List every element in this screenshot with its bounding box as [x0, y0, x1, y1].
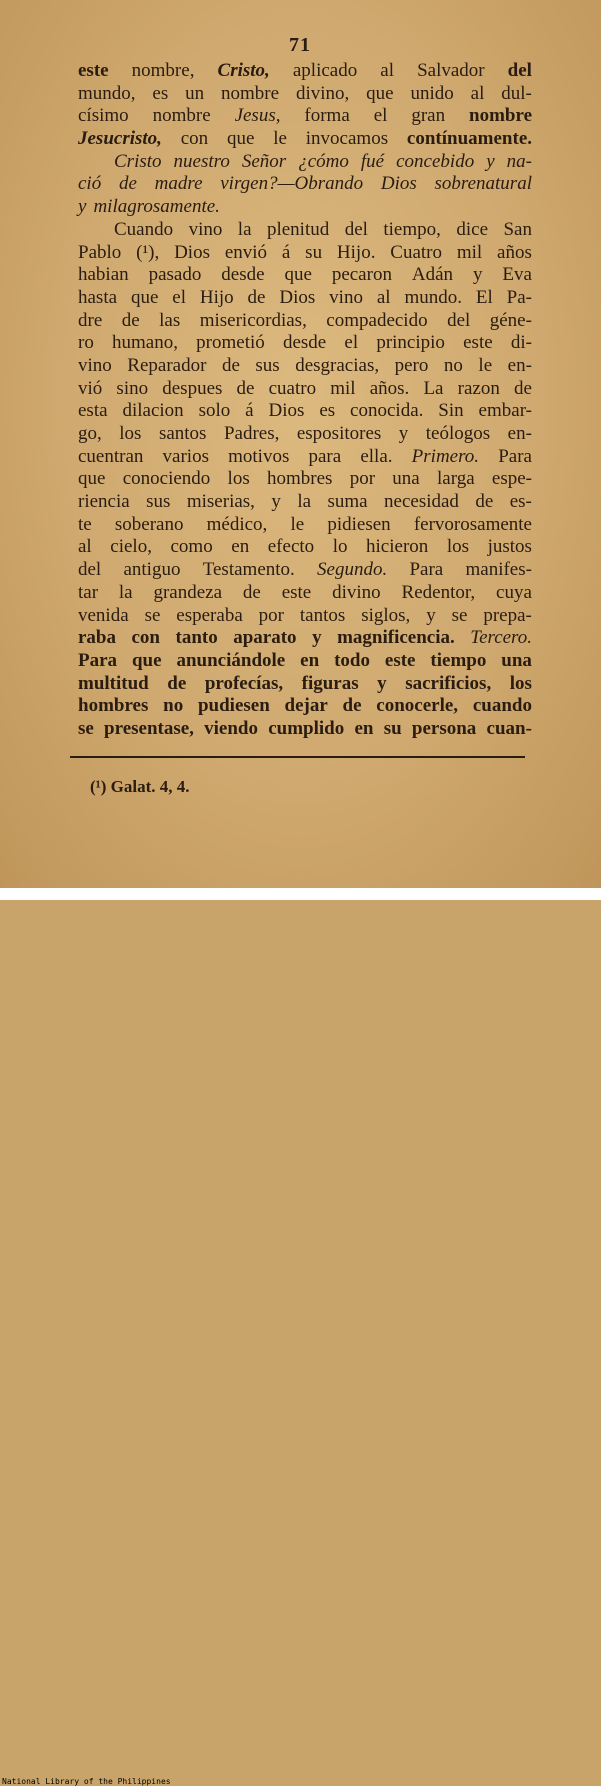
word: las [159, 309, 181, 331]
word: la [237, 218, 252, 240]
word: riencia [78, 491, 130, 513]
word: conociendo [122, 468, 211, 490]
word: un [185, 82, 205, 104]
word: concebido [396, 150, 475, 172]
word: grandeza [153, 581, 223, 603]
word: persona [411, 717, 477, 739]
word: divino [332, 581, 381, 603]
word: esperaba [176, 604, 243, 626]
word: miserias, [186, 491, 255, 513]
word: que [284, 264, 312, 286]
word: unido [410, 82, 454, 104]
text-line [78, 196, 532, 219]
word: dre [78, 309, 103, 331]
word: soberano [114, 513, 184, 535]
word: cuya [496, 581, 532, 603]
word: hombres [267, 468, 333, 490]
word: y [472, 264, 483, 286]
word: viendo [204, 717, 259, 739]
word: hasta [78, 286, 118, 308]
word: presentase, [104, 717, 194, 739]
word: embar- [478, 400, 532, 422]
word: aparato [233, 627, 297, 649]
word: efecto [267, 536, 315, 558]
word: vió [78, 377, 103, 399]
word: Pablo [78, 241, 122, 263]
word: se [144, 604, 161, 626]
word: la [297, 491, 312, 513]
text-line [78, 378, 532, 401]
text-line [78, 242, 532, 265]
word: Sin [438, 400, 464, 422]
word: madre [154, 173, 203, 195]
word: al [376, 286, 391, 308]
word: y [486, 150, 495, 172]
word: mundo. [404, 286, 462, 308]
word: mundo, [78, 82, 136, 104]
word: plenitud [266, 218, 330, 240]
text-line [78, 219, 532, 242]
text-line [78, 650, 532, 673]
text-line [78, 60, 532, 83]
word: dejar [284, 695, 328, 717]
word: nombre, [131, 60, 195, 81]
word: teólogos [425, 423, 491, 444]
word: hicieron [366, 536, 429, 558]
word: el [172, 286, 186, 308]
word: este [384, 649, 416, 671]
text-line [78, 605, 532, 628]
word: de [342, 695, 362, 717]
word: aplicado [292, 60, 358, 81]
word: Dios [268, 400, 305, 422]
word: compadecido [326, 309, 428, 331]
word: le [478, 354, 493, 376]
word: gran [411, 105, 446, 127]
word: le [273, 128, 287, 150]
word: y [426, 604, 436, 626]
word: ro [78, 332, 94, 354]
word: no [443, 354, 463, 376]
word: Señor [241, 150, 287, 172]
word: para [308, 445, 342, 467]
text-line [78, 514, 532, 537]
word: conocida. [350, 400, 424, 422]
word: Pa- [506, 286, 532, 308]
footer-band [0, 888, 601, 1786]
word: te [78, 513, 92, 535]
word: cuan- [486, 717, 532, 739]
word: el [373, 105, 388, 127]
word: Adán [411, 264, 454, 286]
word: tanto [175, 627, 218, 649]
word: al [78, 536, 92, 558]
word: anunciándole [176, 649, 286, 671]
word: Padres, [223, 423, 280, 444]
word: dul- [501, 82, 532, 104]
word: sus [146, 491, 171, 513]
word: solo [198, 400, 231, 422]
word: en- [507, 354, 532, 376]
word: pecaron [331, 264, 392, 286]
word: que [227, 128, 255, 150]
text-line [78, 310, 532, 333]
word: desde [282, 332, 327, 354]
word: Reparador [127, 354, 207, 376]
word: justos [487, 536, 532, 558]
word: tiempo [430, 649, 487, 671]
word: ella. [360, 445, 393, 467]
word: multitud [78, 672, 149, 694]
text-line [78, 264, 532, 287]
word: vino [78, 354, 112, 376]
word: sobrenatural [434, 173, 532, 195]
text-line [78, 287, 532, 310]
word: el [344, 332, 359, 354]
text-line [78, 400, 532, 423]
word: años. [369, 377, 410, 399]
word: Para [78, 649, 118, 671]
word: del [507, 60, 532, 81]
word: se [78, 717, 94, 739]
word: como [170, 536, 213, 558]
word: este [78, 60, 109, 81]
footnote-rule [70, 756, 525, 758]
text-line [78, 423, 532, 446]
word: pidiesen [327, 513, 391, 535]
word: este [463, 332, 493, 354]
word: Dios [174, 241, 210, 263]
word: larga [437, 468, 475, 490]
word: tantos [299, 604, 346, 626]
word: este [281, 581, 312, 603]
word: cuando [472, 695, 532, 717]
word: El [475, 286, 493, 308]
word: Testamento. [202, 559, 295, 581]
word: Cristo, [217, 60, 270, 81]
word: es- [509, 491, 532, 513]
word: los [227, 468, 250, 490]
word: tiempo, [383, 218, 441, 240]
word: le [290, 513, 305, 535]
text-line [78, 718, 532, 741]
word: espe- [491, 468, 532, 490]
word: invocamos [305, 128, 389, 150]
book-page [0, 0, 601, 888]
word: y [271, 491, 281, 513]
word: de [121, 309, 140, 331]
word: Dios [279, 286, 316, 308]
word: magnificencia. [337, 627, 455, 649]
word: di- [510, 332, 532, 354]
word: y [398, 423, 409, 444]
word: principio [376, 332, 445, 354]
text-line [78, 491, 532, 514]
word: desde [221, 264, 265, 286]
word: profecías, [204, 672, 284, 694]
word: cumplido [268, 717, 345, 739]
word: Cristo [114, 150, 162, 172]
word: y [78, 196, 87, 218]
text-line [78, 128, 532, 151]
word: la [118, 581, 133, 603]
word: espositores [296, 423, 382, 444]
word: Redentor, [401, 581, 476, 603]
word: del [344, 218, 368, 240]
word: misericordias, [199, 309, 307, 331]
word: Jesucristo, [78, 128, 162, 150]
word: Segundo. [317, 559, 388, 581]
page-number: 71 [289, 34, 311, 56]
text-line [78, 582, 532, 605]
word: varios [162, 445, 209, 467]
text-line [78, 536, 532, 559]
word: de [167, 672, 187, 694]
text-line [78, 627, 532, 650]
word: sus [255, 354, 280, 376]
word: dice [456, 218, 489, 240]
text-line [78, 446, 532, 469]
word: de [236, 377, 255, 399]
word: los [119, 423, 142, 444]
word: cielo, [110, 536, 152, 558]
word: vino [329, 286, 363, 308]
word: al [470, 82, 485, 104]
word: nombre [152, 105, 211, 127]
word: de [221, 354, 240, 376]
text-line [78, 355, 532, 378]
word: por [349, 468, 376, 490]
word: dilacion [122, 400, 184, 422]
word: lo [332, 536, 348, 558]
word: contínuamente. [406, 128, 532, 150]
word: cuatro [268, 377, 317, 399]
word: su [383, 717, 402, 739]
word: ¿cómo [298, 150, 349, 172]
word: Hijo [199, 286, 234, 308]
footnote: (¹) Galat. 4, 4. [90, 777, 190, 796]
word: císimo [78, 105, 129, 127]
word: siglos, [361, 604, 411, 626]
word: Cuatro [390, 241, 443, 263]
word: en [231, 536, 250, 558]
word: Eva [502, 264, 532, 286]
word: años [497, 241, 532, 263]
word: no [163, 695, 184, 717]
word: por [258, 604, 284, 626]
word: venida [78, 604, 129, 626]
word: nombre [469, 105, 532, 127]
word: y [312, 627, 322, 649]
word: en [354, 717, 374, 739]
word: de [242, 581, 261, 603]
word: divino, [295, 82, 350, 104]
word: su [305, 241, 323, 263]
word: con [180, 128, 209, 150]
text-line [78, 173, 532, 196]
word: fervorosamente [413, 513, 532, 535]
word: Hijo. [336, 241, 376, 263]
word: humano, [112, 332, 178, 354]
text-line [78, 468, 532, 491]
word: que [366, 82, 394, 104]
word: hombres [78, 695, 149, 717]
word: pudiesen [197, 695, 270, 717]
word: de [513, 377, 532, 399]
text-line [78, 105, 532, 128]
word: de [475, 491, 494, 513]
word: géne- [489, 309, 532, 331]
word: á [245, 400, 254, 422]
word: sino [116, 377, 149, 399]
word: al [380, 60, 394, 81]
word: manifes- [465, 559, 532, 581]
word: todo [334, 649, 370, 671]
word: prepa- [483, 604, 532, 626]
word: mil [456, 241, 483, 263]
text-line [78, 673, 532, 696]
word: (¹), [136, 241, 160, 263]
word: na- [506, 150, 532, 172]
word: suma [327, 491, 368, 513]
word: esta [78, 400, 108, 422]
word: milagrosamente. [93, 196, 220, 218]
word: mil [330, 377, 356, 399]
word: que [130, 286, 159, 308]
text-line [78, 83, 532, 106]
word: necesidad [384, 491, 459, 513]
word: Dios [380, 173, 417, 195]
word: despues [162, 377, 223, 399]
word: La [423, 377, 444, 399]
word: pasado [148, 264, 202, 286]
word: go, [78, 423, 102, 444]
word: conocerle, [376, 695, 459, 717]
word: ció [78, 173, 102, 195]
word: virgen?—Obrando [220, 173, 364, 195]
word: Jesus, [234, 105, 281, 127]
word: santos [158, 423, 207, 444]
word: de [118, 173, 137, 195]
word: vino [188, 218, 223, 240]
word: nuestro [173, 150, 230, 172]
word: razon [457, 377, 500, 399]
word: es [319, 400, 336, 422]
word: Primero. [411, 445, 480, 467]
word: en- [507, 423, 532, 444]
word: tar [78, 581, 99, 603]
word: nombre [221, 82, 280, 104]
word: médico, [206, 513, 268, 535]
word: envió [224, 241, 268, 263]
word: figuras [301, 672, 359, 694]
word: Para [498, 445, 532, 467]
text-line [78, 151, 532, 174]
word: que [131, 649, 162, 671]
word: fué [360, 150, 385, 172]
word: desgracias, [295, 354, 380, 376]
word: motivos [228, 445, 290, 467]
word: San [503, 218, 532, 240]
word: los [446, 536, 470, 558]
word: á [281, 241, 291, 263]
word: del [78, 559, 102, 581]
word: Cuando [114, 218, 174, 240]
word: una [501, 649, 532, 671]
word: Tercero. [470, 627, 532, 649]
word: con [131, 627, 160, 649]
word: es [152, 82, 169, 104]
word: del [447, 309, 471, 331]
text-line [78, 695, 532, 718]
text-line [78, 559, 532, 582]
body-text [78, 60, 532, 741]
word: antiguo [123, 559, 181, 581]
library-credit: National Library of the Philippines [2, 1777, 171, 1786]
word: Para [409, 559, 444, 581]
word: en [300, 649, 320, 671]
word: se [451, 604, 468, 626]
word: Salvador [417, 60, 485, 81]
word: forma [304, 105, 350, 127]
word: pero [394, 354, 429, 376]
word: raba [78, 627, 116, 649]
word: una [392, 468, 420, 490]
word: habian [78, 264, 129, 286]
word: sacrificios, [405, 672, 492, 694]
word: que [78, 468, 106, 490]
word: los [509, 672, 532, 694]
word: y [377, 672, 387, 694]
word: prometió [196, 332, 265, 354]
word: cuentran [78, 445, 144, 467]
text-line [78, 332, 532, 355]
word: de [247, 286, 266, 308]
